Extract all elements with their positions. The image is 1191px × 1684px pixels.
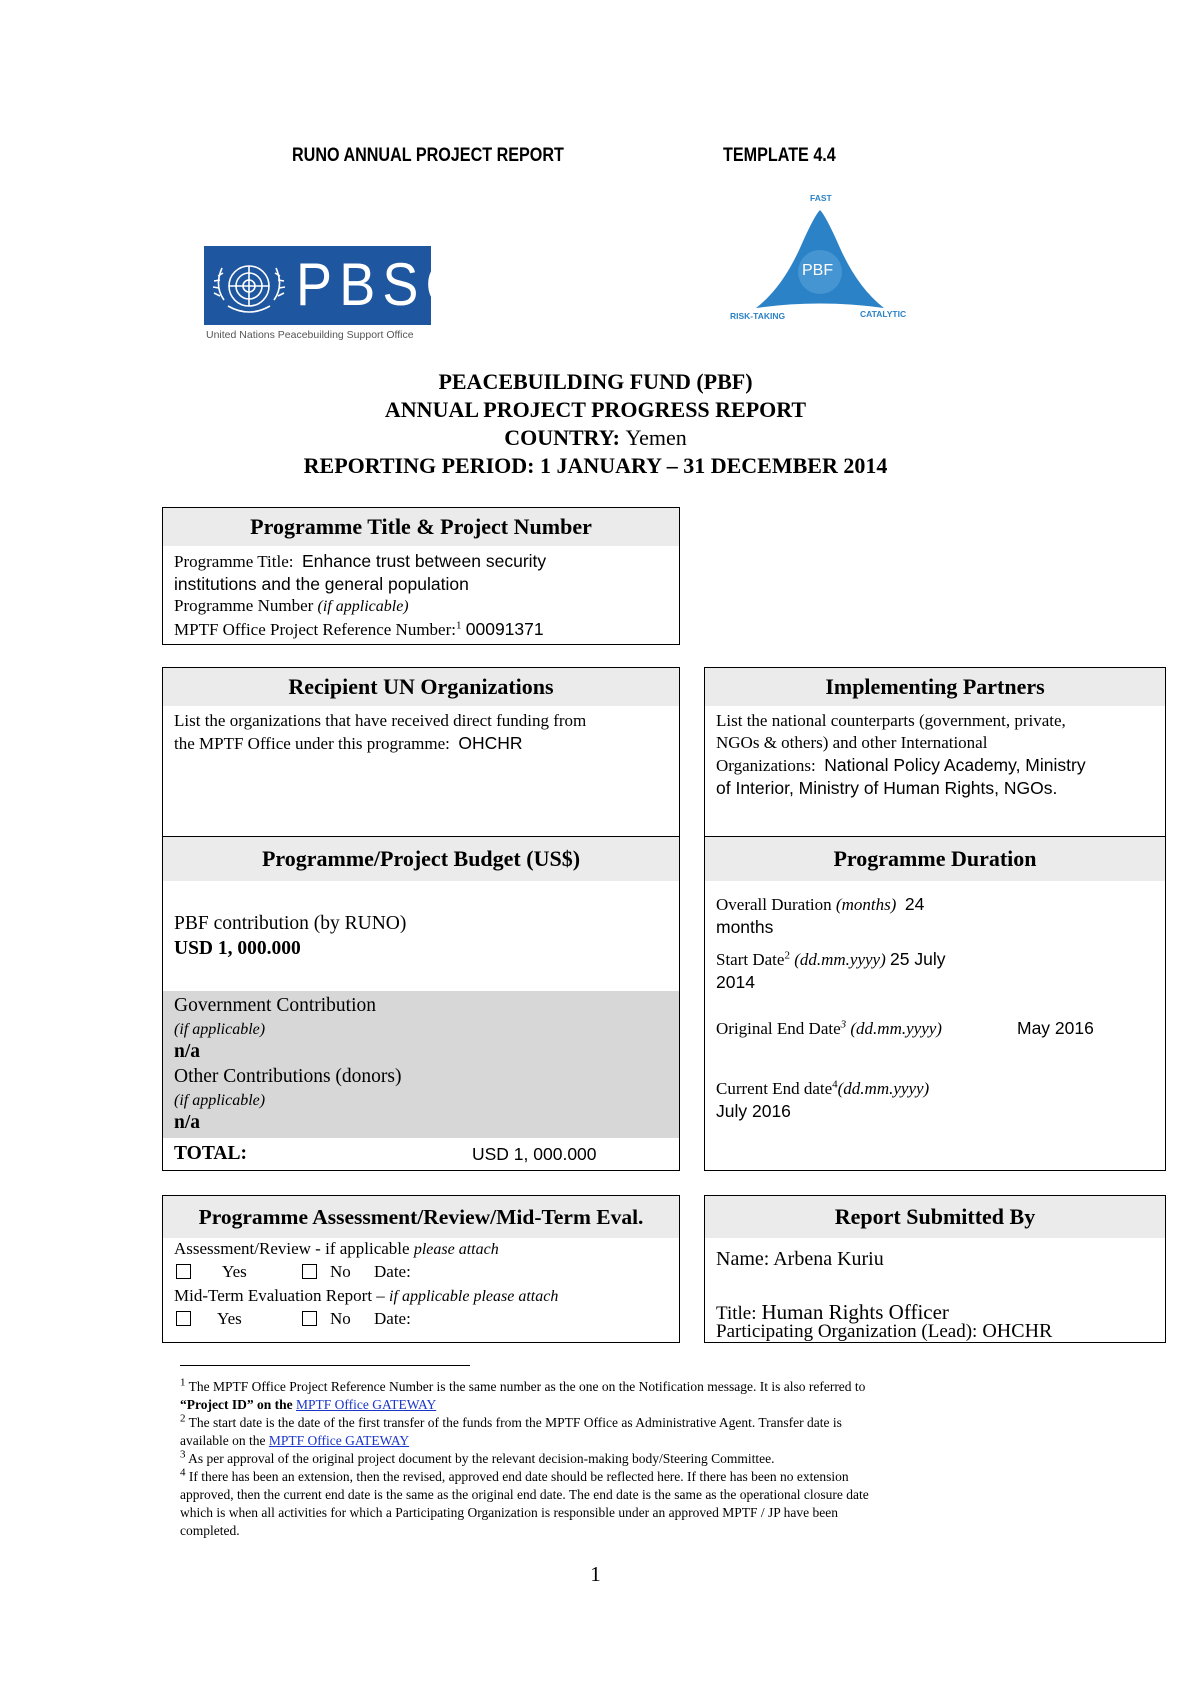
midterm-no-label: No bbox=[330, 1309, 351, 1328]
footnote-4-text-d: completed. bbox=[180, 1523, 240, 1538]
mptf-ref-label: MPTF Office Project Reference Number: bbox=[174, 620, 456, 639]
programme-title-heading: Programme Title & Project Number bbox=[163, 508, 679, 546]
other-contributions-value: n/a bbox=[174, 1112, 201, 1133]
recipient-organizations-box bbox=[162, 667, 680, 838]
pbso-letters: PBSO bbox=[296, 251, 475, 318]
midterm-label: Mid-Term Evaluation Report – bbox=[174, 1286, 385, 1305]
report-submitted-heading: Report Submitted By bbox=[705, 1196, 1165, 1238]
country-label: COUNTRY: bbox=[504, 425, 620, 450]
review-note: please attach bbox=[413, 1241, 499, 1258]
title-fund: PEACEBUILDING FUND (PBF) bbox=[438, 369, 753, 394]
participating-org-label: Participating Organization (Lead): bbox=[716, 1321, 978, 1342]
total-value: USD 1, 000.000 bbox=[472, 1144, 597, 1164]
midterm-date-label: Date: bbox=[374, 1309, 411, 1328]
assessment-box bbox=[162, 1195, 680, 1343]
other-contributions-label: Other Contributions (donors) bbox=[174, 1066, 402, 1087]
recipient-organizations-heading: Recipient UN Organizations bbox=[163, 668, 679, 706]
original-end-date-label: Original End Date bbox=[716, 1019, 841, 1038]
submitted-title-label: Title: bbox=[716, 1303, 757, 1324]
government-contribution-label: Government Contribution bbox=[174, 995, 377, 1016]
pbf-contribution-label: PBF contribution (by RUNO) bbox=[174, 913, 407, 934]
footnote-ref-1: 1 bbox=[456, 619, 462, 632]
footnote-ref-4: 4 bbox=[832, 1078, 838, 1091]
pbf-contribution-value: USD 1, 000.000 bbox=[174, 938, 301, 959]
footnote-2-text-a: The start date is the date of the first transfer of the funds from the MPTF Office as Administrative Agent. Transfer date is bbox=[188, 1415, 842, 1430]
footnote-4-text-c: which is when all activities for which a Participating Organization is responsible under an approved MPTF / JP have been bbox=[180, 1505, 838, 1520]
overall-duration-note: (months) bbox=[835, 895, 897, 914]
programme-number-label: Programme Number bbox=[174, 596, 314, 615]
pbf-label-risk-taking: RISK-TAKING bbox=[730, 311, 786, 321]
review-no-label: No bbox=[330, 1262, 351, 1281]
current-end-date-note: (dd.mm.yyyy) bbox=[837, 1079, 930, 1098]
programme-title-value-2: institutions and the general population bbox=[174, 574, 469, 594]
footnote-ref-3: 3 bbox=[840, 1018, 847, 1031]
review-date-label: Date: bbox=[374, 1262, 411, 1281]
programme-title-value-1: Enhance trust between security bbox=[301, 551, 547, 571]
footnotes bbox=[180, 1378, 1040, 1540]
footnote-4-number: 4 bbox=[180, 1466, 186, 1479]
footnote-3-number: 3 bbox=[180, 1448, 186, 1461]
implementing-partners-heading: Implementing Partners bbox=[705, 668, 1165, 706]
midterm-yes-checkbox[interactable] bbox=[176, 1311, 191, 1326]
title-reporting-period: REPORTING PERIOD: 1 JANUARY – 31 DECEMBER 2014 bbox=[303, 453, 888, 478]
title-country bbox=[0, 425, 1191, 451]
overall-duration-label: Overall Duration bbox=[716, 895, 832, 914]
start-date-value-2: 2014 bbox=[716, 972, 755, 992]
footnote-1-number: 1 bbox=[180, 1376, 186, 1389]
total-label: TOTAL: bbox=[174, 1143, 247, 1164]
current-end-date-label: Current End date bbox=[716, 1079, 833, 1098]
programme-duration-box bbox=[704, 836, 1166, 1171]
government-contribution-note: (if applicable) bbox=[174, 1021, 266, 1038]
report-header-left: RUNO ANNUAL PROJECT REPORT bbox=[292, 145, 564, 166]
midterm-yes-label: Yes bbox=[217, 1309, 242, 1328]
budget-box bbox=[162, 836, 680, 1171]
footnote-4-text-b: approved, then the current end date is the same as the original end date. The end date is the same as the operational closure date bbox=[180, 1487, 869, 1502]
partners-text-1: List the national counterparts (government, private, bbox=[716, 711, 1066, 730]
start-date-note: (dd.mm.yyyy) bbox=[794, 950, 886, 969]
current-end-date-value: July 2016 bbox=[716, 1101, 791, 1121]
recipient-value: OHCHR bbox=[458, 733, 523, 753]
recipient-text-2: the MPTF Office under this programme: bbox=[174, 734, 450, 753]
participating-org-value: OHCHR bbox=[982, 1320, 1053, 1342]
original-end-date-note: (dd.mm.yyyy) bbox=[850, 1019, 942, 1038]
partners-value-2: of Interior, Ministry of Human Rights, NGOs. bbox=[716, 778, 1058, 798]
footnote-3-text: As per approval of the original project document by the relevant decision-making body/Steering Committee. bbox=[188, 1451, 775, 1466]
pbf-center-text: PBF bbox=[802, 262, 834, 279]
review-yes-label: Yes bbox=[222, 1262, 247, 1281]
programme-title-label: Programme Title: bbox=[174, 552, 294, 571]
review-no-checkbox[interactable] bbox=[302, 1264, 317, 1279]
footnote-2-text-b: available on the bbox=[180, 1433, 266, 1448]
pbso-logo-banner bbox=[204, 246, 475, 325]
footnote-1-text-a: The MPTF Office Project Reference Number is the same number as the one on the Notification message. It is also referred to bbox=[188, 1379, 866, 1394]
start-date-label: Start Date bbox=[716, 950, 785, 969]
page-number: 1 bbox=[590, 1562, 601, 1586]
un-emblem-icon bbox=[204, 246, 294, 325]
mptf-gateway-link-2[interactable]: MPTF Office GATEWAY bbox=[268, 1433, 410, 1448]
implementing-partners-box bbox=[704, 667, 1166, 838]
footnote-2-number: 2 bbox=[180, 1412, 186, 1425]
programme-duration-heading: Programme Duration bbox=[705, 837, 1165, 881]
footnote-ref-2: 2 bbox=[784, 949, 790, 962]
partners-text-2: NGOs & others) and other International bbox=[716, 733, 988, 752]
mptf-ref-value: 00091371 bbox=[465, 619, 544, 639]
recipient-text-1: List the organizations that have received direct funding from bbox=[174, 711, 587, 730]
pbso-caption: United Nations Peacebuilding Support Office bbox=[206, 329, 414, 341]
programme-title-box bbox=[162, 507, 680, 645]
other-contributions-section bbox=[163, 991, 679, 1138]
pbso-logo bbox=[204, 246, 475, 342]
report-submitted-box bbox=[704, 1195, 1166, 1343]
footnote-4-text-a: If there has been an extension, then the revised, approved end date should be reflected here. If there has been no extension bbox=[188, 1469, 849, 1484]
submitted-title-value: Human Rights Officer bbox=[761, 1300, 949, 1324]
title-report: ANNUAL PROJECT PROGRESS REPORT bbox=[384, 397, 807, 422]
footnote-1-text-b: “Project ID” on the bbox=[180, 1397, 293, 1412]
partners-text-3: Organizations: bbox=[716, 756, 816, 775]
programme-number-note: (if applicable) bbox=[317, 598, 409, 615]
submitted-name-value: Arbena Kuriu bbox=[773, 1248, 884, 1270]
government-contribution-value: n/a bbox=[174, 1041, 201, 1062]
overall-duration-value-2: months bbox=[716, 917, 774, 937]
overall-duration-value-1: 24 bbox=[904, 894, 925, 914]
original-end-date-value: May 2016 bbox=[1017, 1018, 1094, 1038]
other-contributions-note: (if applicable) bbox=[174, 1092, 266, 1109]
pbf-label-fast: FAST bbox=[810, 193, 832, 203]
mptf-gateway-link-1[interactable]: MPTF Office GATEWAY bbox=[295, 1397, 437, 1412]
midterm-no-checkbox[interactable] bbox=[302, 1311, 317, 1326]
pbf-triangle-icon bbox=[730, 206, 910, 316]
pbf-logo bbox=[730, 190, 910, 325]
submitted-name-label: Name: bbox=[716, 1248, 770, 1270]
footnote-separator bbox=[180, 1365, 470, 1366]
country-value: Yemen bbox=[625, 425, 687, 450]
midterm-note: if applicable please attach bbox=[389, 1288, 559, 1305]
start-date-value-1: 25 July bbox=[890, 949, 946, 969]
assessment-heading: Programme Assessment/Review/Mid-Term Eval. bbox=[163, 1196, 679, 1238]
review-label: Assessment/Review - if applicable bbox=[174, 1239, 410, 1258]
partners-value-1: National Policy Academy, Ministry bbox=[824, 755, 1086, 775]
template-label: TEMPLATE 4.4 bbox=[723, 145, 836, 166]
budget-heading: Programme/Project Budget (US$) bbox=[163, 837, 679, 881]
pbf-label-catalytic: CATALYTIC bbox=[860, 309, 907, 319]
review-yes-checkbox[interactable] bbox=[176, 1264, 191, 1279]
